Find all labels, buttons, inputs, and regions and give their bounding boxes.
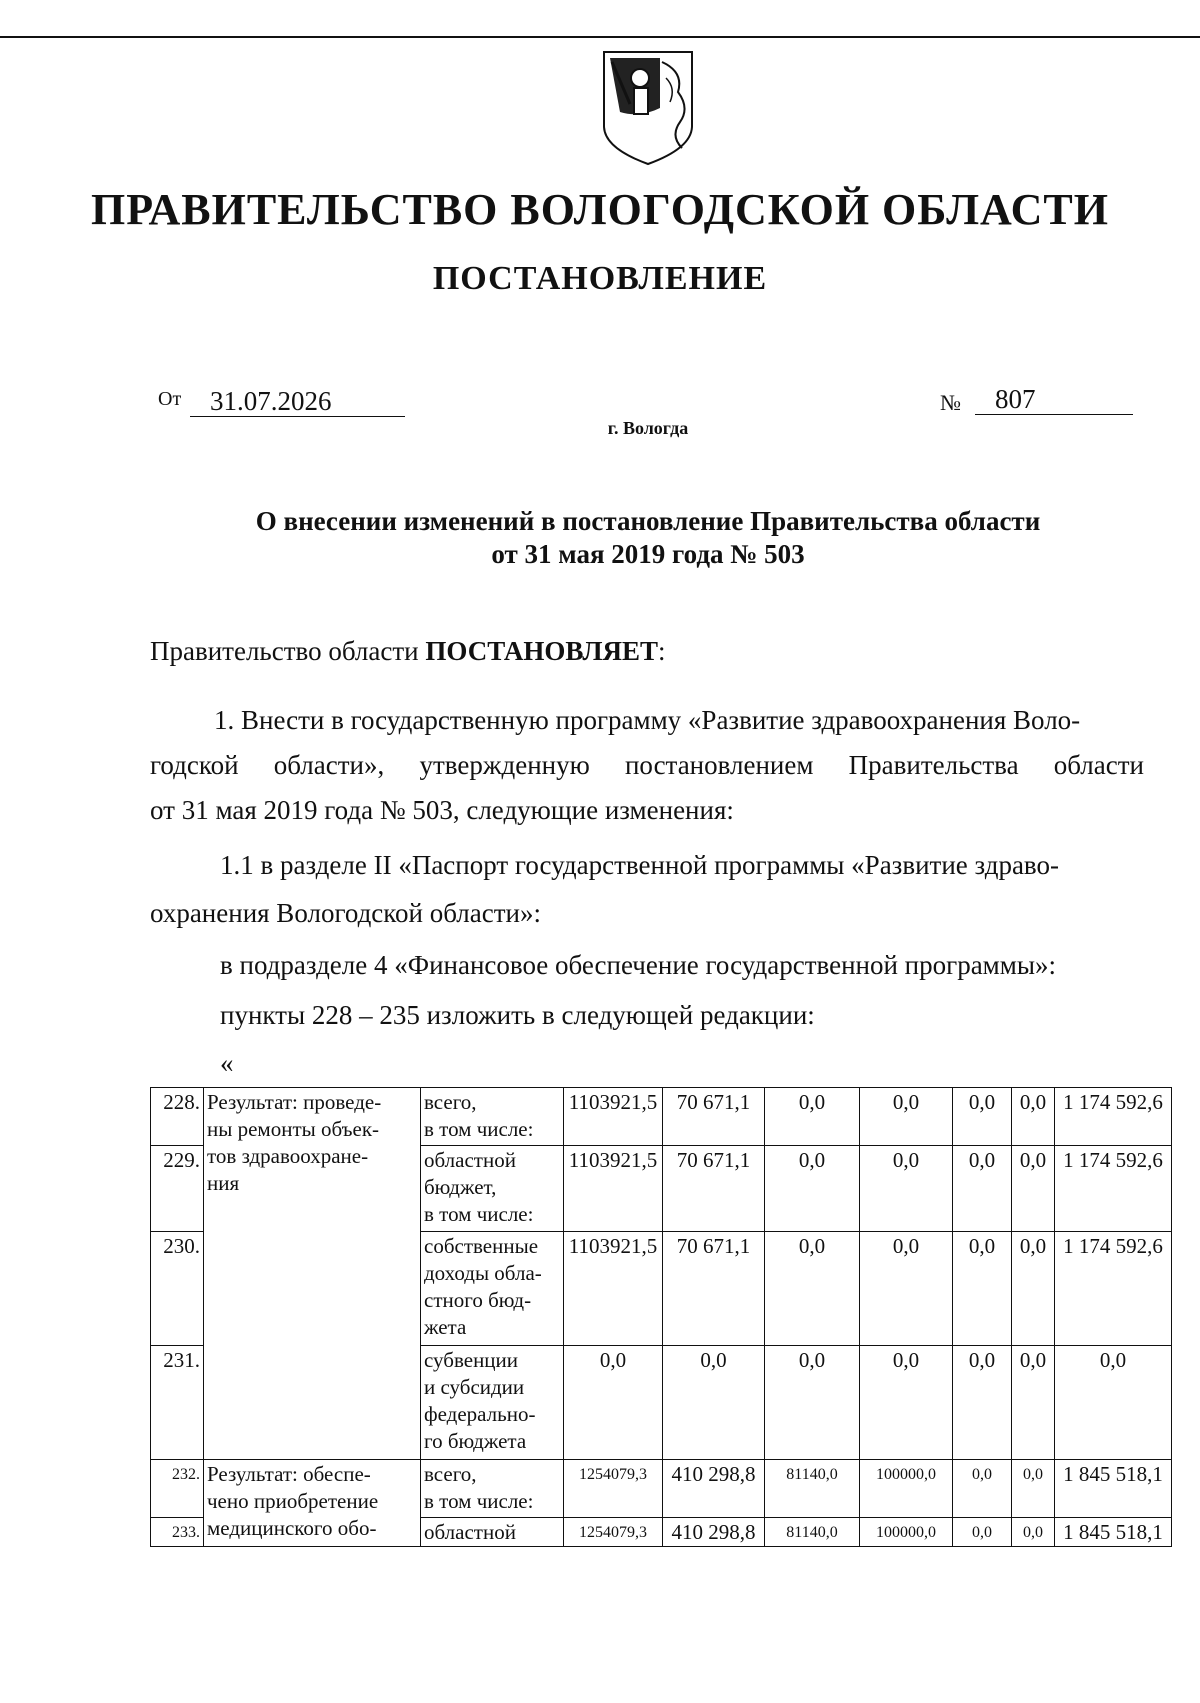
paragraph-1-line-1: 1. Внести в государственную программу «Развитие здравоохранения Воло- [214, 705, 1081, 735]
date-label: От [158, 388, 182, 410]
amount-cell: 1 174 592,6 [1055, 1232, 1172, 1346]
funding-source: областной бюджет, в том числе: [421, 1146, 564, 1232]
amount-cell: 0,0 [1012, 1346, 1055, 1460]
amount-cell: 0,0 [953, 1232, 1012, 1346]
government-title: ПРАВИТЕЛЬСТВО ВОЛОГОДСКОЙ ОБЛАСТИ [91, 185, 1109, 234]
opening-quote: « [220, 1048, 234, 1078]
amount-cell: 0,0 [765, 1232, 860, 1346]
document-date: 31.07.2026 [190, 386, 405, 417]
amount-cell: 0,0 [953, 1146, 1012, 1232]
paragraph-1-line-3: от 31 мая 2019 года № 503, следующие изменения: [150, 795, 734, 825]
row-number: 233. [151, 1518, 204, 1547]
city-name: г. Вологда [607, 418, 689, 438]
amount-cell: 81140,0 [765, 1518, 860, 1547]
preamble-keyword: ПОСТАНОВЛЯЕТ [425, 636, 658, 666]
amount-cell: 1103921,5 [564, 1232, 663, 1346]
funding-source: областной [421, 1518, 564, 1547]
amount-cell: 1 845 518,1 [1055, 1460, 1172, 1518]
row-number: 232. [151, 1460, 204, 1518]
amount-cell: 0,0 [564, 1346, 663, 1460]
amount-cell: 1 845 518,1 [1055, 1518, 1172, 1547]
amount-cell: 0,0 [953, 1518, 1012, 1547]
paragraph-1-line-2: годской области», утвержденную постановлением Правительства области [150, 750, 1144, 780]
row-number: 229. [151, 1146, 204, 1232]
amount-cell: 0,0 [860, 1146, 953, 1232]
amount-cell: 0,0 [860, 1088, 953, 1146]
subject-line-1: О внесении изменений в постановление Правительства области [255, 506, 1041, 536]
result-description: Результат: обеспе- чено приобретение медицинского обо- [204, 1460, 421, 1547]
amount-cell: 0,0 [953, 1460, 1012, 1518]
amount-cell: 70 671,1 [663, 1232, 765, 1346]
row-number: 231. [151, 1346, 204, 1460]
amount-cell: 70 671,1 [663, 1088, 765, 1146]
preamble [150, 636, 666, 666]
subsection-text: в подразделе 4 «Финансовое обеспечение государственной программы»: [220, 950, 1056, 980]
document-subject [0, 505, 1200, 571]
document-type: ПОСТАНОВЛЕНИЕ [432, 260, 768, 297]
amount-cell: 0,0 [765, 1346, 860, 1460]
amount-cell: 0,0 [1012, 1232, 1055, 1346]
row-number: 230. [151, 1232, 204, 1346]
amount-cell: 0,0 [765, 1088, 860, 1146]
amount-cell: 0,0 [1012, 1088, 1055, 1146]
funding-source: всего, в том числе: [421, 1460, 564, 1518]
amount-cell: 100000,0 [860, 1518, 953, 1547]
result-description: Результат: проведе- ны ремонты объек- тов здравоохране- ния [204, 1088, 421, 1460]
amount-cell: 0,0 [1012, 1460, 1055, 1518]
amount-cell: 1103921,5 [564, 1088, 663, 1146]
amount-cell: 81140,0 [765, 1460, 860, 1518]
subject-line-2: от 31 мая 2019 года № 503 [491, 539, 805, 569]
amount-cell: 100000,0 [860, 1460, 953, 1518]
table-row [151, 1460, 1172, 1518]
amount-cell: 70 671,1 [663, 1146, 765, 1232]
amount-cell: 0,0 [953, 1088, 1012, 1146]
amount-cell: 0,0 [860, 1346, 953, 1460]
amount-cell: 1103921,5 [564, 1146, 663, 1232]
coat-of-arms-emblem [600, 48, 696, 168]
amount-cell: 1 174 592,6 [1055, 1146, 1172, 1232]
amount-cell: 0,0 [860, 1232, 953, 1346]
paragraph-1-1-line-2: охранения Вологодской области»: [150, 898, 541, 928]
amount-cell: 1 174 592,6 [1055, 1088, 1172, 1146]
amount-cell: 0,0 [1055, 1346, 1172, 1460]
top-rule [0, 36, 1200, 38]
paragraph-1-1-line-1: 1.1 в разделе II «Паспорт государственной программы «Развитие здраво- [220, 850, 1059, 880]
document-number: 807 [975, 384, 1133, 415]
row-number: 228. [151, 1088, 204, 1146]
amount-cell: 0,0 [1012, 1518, 1055, 1547]
amount-cell: 1254079,3 [564, 1460, 663, 1518]
amount-cell: 1254079,3 [564, 1518, 663, 1547]
funding-source: собственные доходы обла- стного бюд- жета [421, 1232, 564, 1346]
funding-source: всего, в том числе: [421, 1088, 564, 1146]
amount-cell: 410 298,8 [663, 1460, 765, 1518]
funding-source: субвенции и субсидии федерально- го бюджета [421, 1346, 564, 1460]
amount-cell: 0,0 [953, 1346, 1012, 1460]
preamble-colon: : [657, 636, 666, 666]
financing-table [150, 1087, 1172, 1547]
amount-cell: 0,0 [765, 1146, 860, 1232]
amount-cell: 0,0 [663, 1346, 765, 1460]
table-row [151, 1088, 1172, 1146]
amount-cell: 0,0 [1012, 1146, 1055, 1232]
items-text: пункты 228 – 235 изложить в следующей редакции: [220, 1000, 815, 1030]
amount-cell: 410 298,8 [663, 1518, 765, 1547]
number-label: № [940, 390, 961, 415]
preamble-text: Правительство области [150, 636, 419, 666]
